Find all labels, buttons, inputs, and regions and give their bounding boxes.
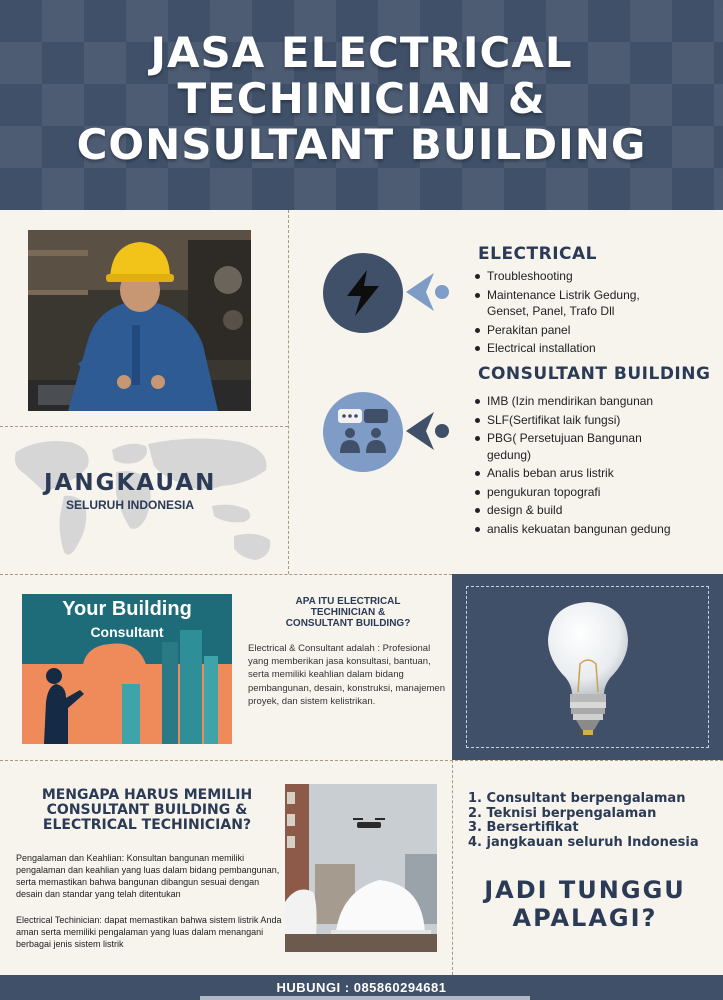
list-item: Maintenance Listrik Gedung, Genset, Panel, Trafo Dll (474, 287, 674, 320)
list-item: Electrical installation (474, 340, 674, 357)
title-line-1: JASA ELECTRICAL (150, 28, 573, 77)
why-paragraph-1: Pengalaman dan Keahlian: Konsultan bangunan memiliki pengalaman dan keahlian yang luas dalam bidang pembangunan, serta memastikan bahwa bangunan dibangun sesuai dengan desain dan standar yang telah ditentukan (16, 853, 280, 899)
card-title: Your Building (62, 598, 192, 620)
building-consultant-card (22, 594, 232, 744)
consultation-icon (336, 407, 390, 457)
list-item: 3. Bersertifikat (468, 820, 579, 835)
divider-horizontal-bottom (0, 760, 723, 761)
coverage-title: JANGKAUAN (44, 470, 217, 496)
helmet-drone-photo (285, 784, 437, 952)
divider-horizontal-middle (0, 574, 452, 575)
coverage-subtitle: SELURUH INDONESIA (66, 498, 195, 512)
list-item: design & build (474, 502, 674, 519)
why-paragraph-2: Electrical Techinician: dapat memastikan bahwa sistem listrik Anda aman serta memiliki pengalaman yang luas dalam menangani berbagai jenis sistem listrik (16, 915, 282, 949)
title-line-3: CONSULTANT BUILDING (76, 120, 647, 169)
list-item: SLF(Sertifikat laik fungsi) (474, 412, 674, 429)
contact-phone[interactable]: HUBUNGI : 085860294681 (276, 980, 447, 995)
list-item: Troubleshooting (474, 268, 674, 285)
card-subtitle: Consultant (90, 624, 164, 640)
divider-horizontal-left (0, 426, 288, 427)
page-title (20, 30, 703, 168)
header-banner (0, 0, 723, 210)
title-line-2: TECHINICIAN & (177, 74, 546, 123)
consultant-list (474, 393, 674, 539)
list-item: Perakitan panel (474, 322, 674, 339)
footer-cutoff-text (200, 996, 530, 1000)
about-text: Electrical & Consultant adalah : Profesional yang memberikan jasa konsultasi, bantuan, serta memiliki keahlian dalam bidang pembangunan, desain, konstruksi, manajemen proyek, dan sistem kelistrikan. (248, 643, 445, 707)
list-item: 4. jangkauan seluruh Indonesia (468, 834, 699, 850)
chevron-left-icon (404, 271, 450, 313)
list-item: analis kekuatan bangunan gedung (474, 521, 674, 538)
chevron-left-icon-dark (404, 410, 450, 452)
lightbulb-icon (538, 598, 638, 738)
call-to-action: JADI TUNGGU APALAGI? (484, 876, 686, 932)
divider-vertical-bottom (452, 760, 453, 975)
about-heading: APA ITU ELECTRICAL TECHINICIAN & CONSULTANT BUILDING? (285, 596, 411, 629)
list-item: 2. Teknisi berpengalaman (468, 805, 657, 821)
electrical-icon-circle (323, 253, 403, 333)
why-heading: MENGAPA HARUS MEMILIH CONSULTANT BUILDING & ELECTRICAL TECHINICIAN? (41, 787, 253, 833)
list-item: Analis beban arus listrik (474, 465, 674, 482)
technician-photo (28, 230, 251, 411)
electrical-heading: ELECTRICAL (478, 244, 598, 264)
list-item: PBG( Persetujuan Bangunan gedung) (474, 430, 674, 463)
list-item: pengukuran topografi (474, 484, 674, 501)
reasons-list (468, 792, 699, 850)
lightbulb-panel (452, 574, 723, 760)
list-item: IMB (Izin mendirikan bangunan (474, 393, 674, 410)
electrical-list (474, 268, 674, 359)
consultant-heading: CONSULTANT BUILDING (478, 364, 711, 384)
divider-vertical-top (288, 210, 289, 574)
footer-bar (0, 975, 723, 1000)
consultant-icon-circle (323, 392, 403, 472)
lightning-icon (341, 268, 385, 318)
list-item: 1. Consultant berpengalaman (468, 791, 686, 806)
